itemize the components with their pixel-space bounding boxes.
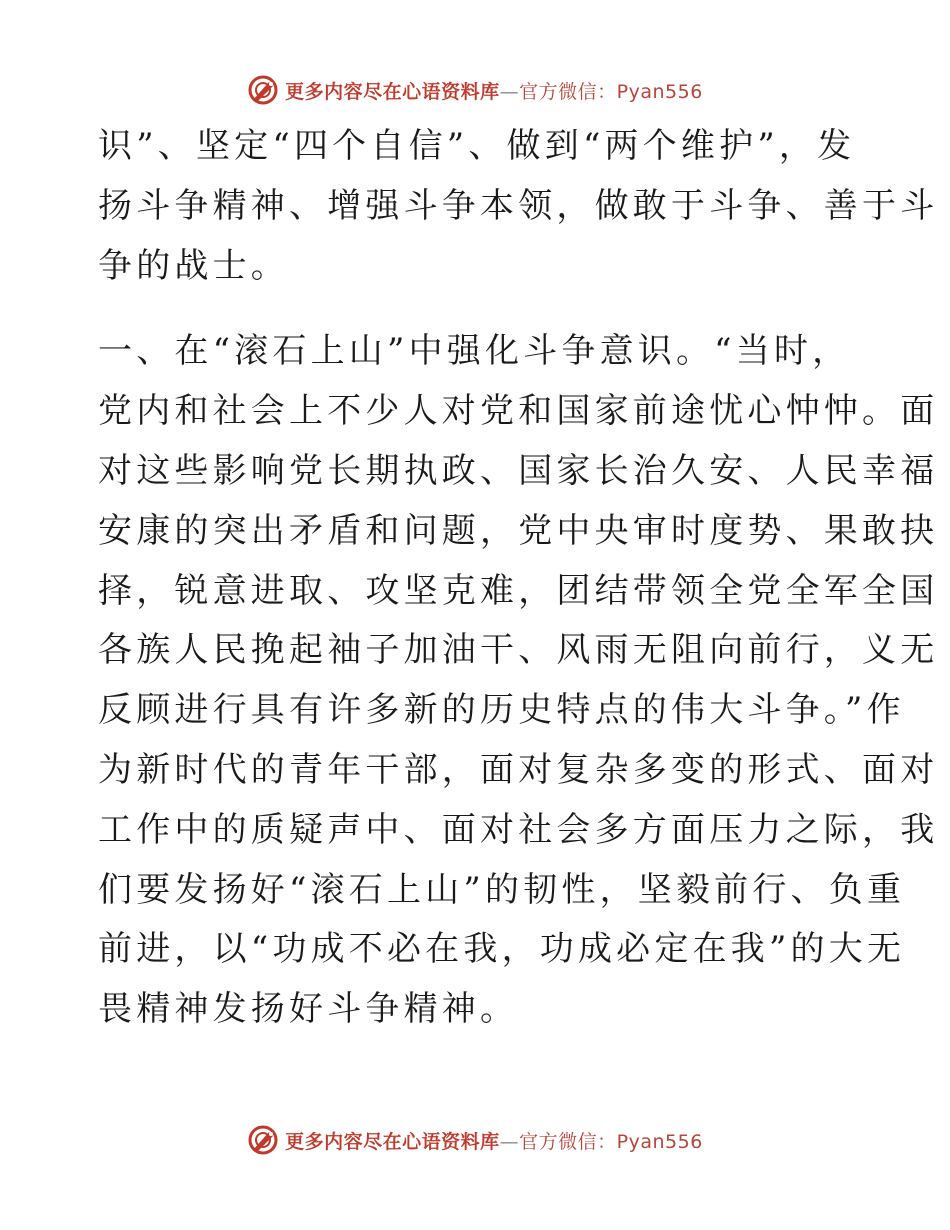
text-line: 对这些影响党长期执政、国家长治久安、人民幸福: [98, 450, 939, 491]
footer-dash: —: [499, 1130, 520, 1153]
text-line: 前进，以“功成不必在我，功成必定在我”的大无: [98, 929, 906, 970]
text-line: 择，锐意进取、攻坚克难，团结带领全党全军全国: [98, 570, 939, 611]
footer-brand-text: 更多内容尽在心语资料库: [285, 1130, 500, 1153]
text-line: 安康的突出矛盾和问题，党中央审时度势、果敢抉: [98, 510, 939, 551]
footer-banner: [0, 1120, 950, 1160]
header-dash: —: [499, 80, 520, 103]
text-line: 反顾进行具有许多新的历史特点的伟大斗争。”作: [98, 690, 905, 731]
footer-contact-text: 官方微信：Pyan556: [519, 1130, 703, 1153]
paragraph-gap: [98, 296, 850, 322]
text-line: 各族人民挽起袖子加油干、风雨无阻向前行，义无: [98, 630, 939, 671]
paragraph-1: [98, 117, 939, 296]
text-line: 为新时代的青年干部，面对复杂多变的形式、面对: [98, 749, 939, 790]
footer-banner-text: [285, 1127, 703, 1154]
text-line: 争的战士。: [98, 245, 289, 286]
header-brand-text: 更多内容尽在心语资料库: [285, 80, 500, 103]
text-line: 工作中的质疑声中、面对社会多方面压力之际，我: [98, 809, 939, 850]
text-line: 们要发扬好“滚石上山”的韧性，坚毅前行、负重: [98, 869, 906, 910]
paragraph-2: [98, 322, 939, 1040]
document-body: [98, 117, 939, 1040]
brand-logo-icon: [247, 74, 279, 106]
text-line: 识”、坚定“四个自信”、做到“两个维护”，发: [98, 126, 856, 166]
text-line: 一、在“滚石上山”中强化斗争意识。“当时，: [98, 331, 851, 372]
text-line: 扬斗争精神、增强斗争本领，做敢于斗争、善于斗: [98, 185, 939, 226]
header-banner-text: [285, 77, 703, 104]
header-contact-text: 官方微信：Pyan556: [519, 80, 703, 103]
text-line: 畏精神发扬好斗争精神。: [98, 989, 519, 1030]
header-banner: [0, 70, 950, 110]
brand-logo-icon: [247, 1124, 279, 1156]
text-line: 党内和社会上不少人对党和国家前途忧心忡忡。面: [98, 391, 939, 432]
